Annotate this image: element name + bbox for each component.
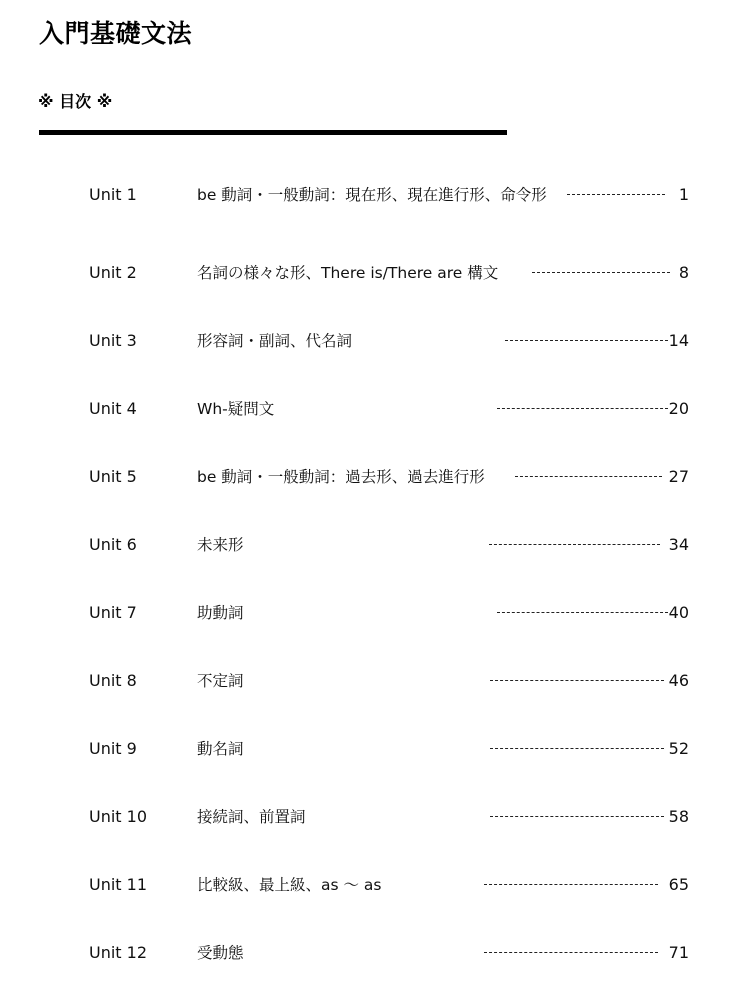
dotted-leader (505, 340, 668, 341)
toc-page-number: 14 (668, 331, 689, 350)
dotted-leader (567, 194, 665, 195)
toc-entry-7[interactable] (0, 601, 750, 625)
dotted-leader (490, 748, 664, 749)
toc-unit-label: Unit 6 (89, 535, 137, 554)
toc-entry-11[interactable] (0, 873, 750, 897)
toc-page-number: 52 (668, 739, 689, 758)
toc-unit-label: Unit 11 (89, 875, 148, 894)
toc-topic: 不定詞 (197, 672, 244, 690)
document-title: 入門基礎文法 (39, 19, 193, 48)
toc-topic: 未来形 (197, 536, 244, 554)
toc-page-number: 27 (668, 467, 689, 486)
toc-topic: Wh-疑問文 (197, 400, 275, 418)
toc-unit-label: Unit 12 (89, 943, 148, 962)
toc-unit-label: Unit 8 (89, 671, 137, 690)
toc-page-number: 34 (668, 535, 689, 554)
toc-unit-label: Unit 7 (89, 603, 137, 622)
heading-divider (39, 130, 507, 135)
toc-entry-4[interactable] (0, 397, 750, 421)
dotted-leader (484, 952, 658, 953)
dotted-leader (484, 884, 658, 885)
toc-unit-label: Unit 3 (89, 331, 137, 350)
dotted-leader (532, 272, 670, 273)
toc-topic: 接続詞、前置詞 (197, 808, 306, 826)
toc-unit-label: Unit 4 (89, 399, 137, 418)
toc-page-number: 58 (668, 807, 689, 826)
toc-page-number: 1 (678, 185, 689, 204)
dotted-leader (497, 612, 668, 613)
toc-topic: 助動詞 (197, 604, 244, 622)
toc-entry-9[interactable] (0, 737, 750, 761)
toc-entry-10[interactable] (0, 805, 750, 829)
dotted-leader (490, 680, 664, 681)
toc-topic: be 動詞・一般動詞：現在形、現在進行形、命令形 (197, 186, 547, 204)
toc-page-number: 8 (678, 263, 689, 282)
toc-entry-8[interactable] (0, 669, 750, 693)
toc-entry-6[interactable] (0, 533, 750, 557)
toc-entry-5[interactable] (0, 465, 750, 489)
toc-unit-label: Unit 9 (89, 739, 137, 758)
dotted-leader (490, 816, 664, 817)
toc-topic: 受動態 (197, 944, 244, 962)
toc-entry-3[interactable] (0, 329, 750, 353)
toc-topic: 形容詞・副詞、代名詞 (197, 332, 353, 350)
toc-entry-2[interactable] (0, 261, 750, 285)
dotted-leader (489, 544, 660, 545)
toc-topic: 動名詞 (197, 740, 244, 758)
toc-unit-label: Unit 10 (89, 807, 148, 826)
toc-page-number: 20 (668, 399, 689, 418)
toc-entry-12[interactable] (0, 941, 750, 965)
toc-page-number: 40 (668, 603, 689, 622)
toc-unit-label: Unit 2 (89, 263, 137, 282)
toc-unit-label: Unit 5 (89, 467, 137, 486)
toc-heading: ※ 目次 ※ (38, 92, 113, 111)
toc-page-number: 71 (668, 943, 689, 962)
toc-topic: 名詞の様々な形、There is/There are 構文 (197, 264, 499, 282)
toc-topic: 比較級、最上級、as ～ as (197, 876, 382, 894)
dotted-leader (515, 476, 662, 477)
toc-topic: be 動詞・一般動詞：過去形、過去進行形 (197, 468, 485, 486)
toc-page-number: 65 (668, 875, 689, 894)
dotted-leader (497, 408, 668, 409)
toc-page-number: 46 (668, 671, 689, 690)
toc-entry-1[interactable] (0, 183, 750, 207)
toc-unit-label: Unit 1 (89, 185, 137, 204)
